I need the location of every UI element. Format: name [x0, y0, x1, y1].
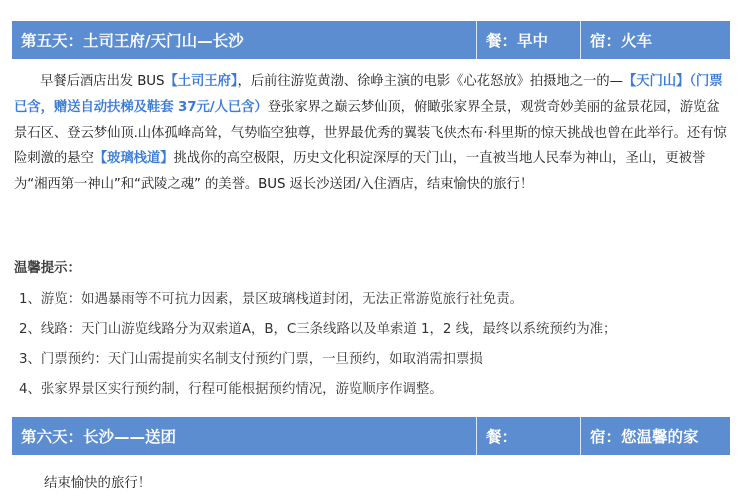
day6-title: 第六天：长沙——送团	[21, 428, 177, 446]
day6-meal: 餐：	[476, 417, 580, 455]
tip-item: 4、张家界景区实行预约制，行程可能根据预约情况，游览顺序作调整。	[19, 382, 443, 397]
attraction-glass-walkway: 【玻璃栈道】	[93, 151, 174, 167]
tips-title: 温馨提示：	[14, 261, 81, 276]
day6-lodging: 宿：您温馨的家	[580, 417, 730, 455]
itinerary-text: 早餐后酒店出发 BUS	[40, 74, 165, 89]
day5-lodging: 宿：火车	[580, 21, 730, 59]
day5-header	[12, 21, 730, 59]
day5-itinerary	[14, 69, 730, 198]
day6-header	[12, 417, 730, 455]
itinerary-text: 挑战你的高空极限，历史文化积淀深厚的天门山，一直被当地人民奉为神山，圣山，更被誉为“湘西第一神山”和“武陵之魂” 的美誉。BUS 返长沙送团/入住酒店，结束愉快的旅行！	[14, 151, 706, 193]
tip-item: 2、线路：天门山游览线路分为双索道A，B，C三条线路以及单索道 1，2 线，最终以系统预约为准；	[19, 322, 617, 337]
tip-item: 3、门票预约：天门山需提前实名制支付预约门票，一旦预约，如取消需扣票损	[19, 352, 483, 367]
itinerary-text: 登张家界之巅云梦仙顶，俯瞰张家界全景，观赏奇妙美丽的盆景花园，游览盆景石区、登云梦仙顶.山体孤峰高耸，气势临空独尊，世界最优秀的翼装飞侠杰布·科里斯的惊天挑战也曾在此举行。还有惊险刺激的悬空	[14, 99, 727, 167]
tip-item: 1、游览：如遇暴雨等不可抗力因素，景区玻璃栈道封闭，无法正常游览旅行社免责。	[19, 292, 523, 307]
day6-itinerary: 结束愉快的旅行！	[44, 476, 152, 491]
attraction-tianmen-mountain: 【天门山】（门票已含，赠送自动扶梯及鞋套 37元/人已含）	[14, 74, 723, 115]
day5-title: 第五天：土司王府/天门山—长沙	[21, 32, 244, 50]
itinerary-text: ，后前往游览黄渤、徐峥主演的电影《心花怒放》拍摄地之一的—	[237, 74, 623, 89]
day5-meal: 餐：早中	[476, 21, 580, 59]
attraction-tusi-palace: 【土司王府】	[164, 74, 238, 89]
